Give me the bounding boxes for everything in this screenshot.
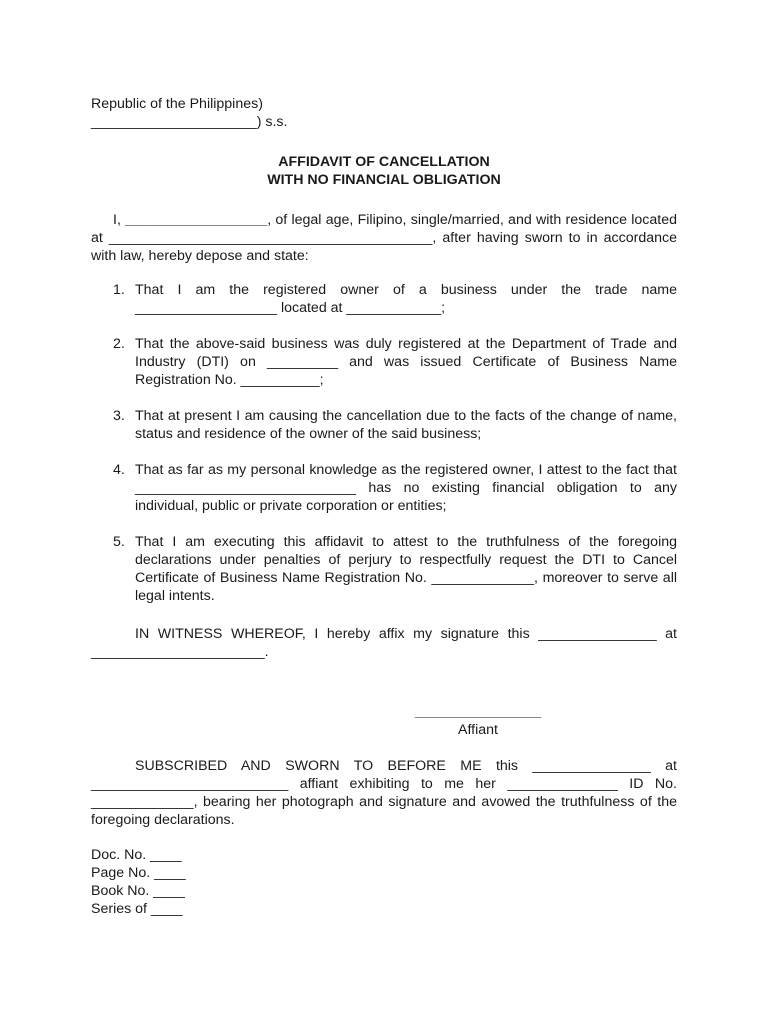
item-number: 5. [113,534,125,550]
notarial-register [91,846,677,918]
title-line-1: AFFIDAVIT OF CANCELLATION [278,154,490,170]
series-of: Series of ____ [91,901,183,917]
page-no: Page No. ____ [91,865,186,881]
document-title [91,153,677,189]
item-text: That the above-said business was duly registered at the Department of Trade and Industry (DTI) on _________ and was issued Certificate of Business Name Registration No. __________; [135,336,677,388]
opening-prefix: I, [113,212,126,228]
opening-paragraph [91,211,677,265]
venue-block [91,95,677,131]
opening-text: , of legal age, Filipino, single/married, and with residence located at _________________________________________, after having sworn to in accordance with law, hereby depose and state: [91,212,678,264]
affiant-label: Affiant [458,722,498,738]
title-line-2: WITH NO FINANCIAL OBLIGATION [267,172,501,188]
list-item [91,533,677,605]
venue-ss: _____________________) s.s. [91,114,288,130]
list-item [91,461,677,515]
list-item [91,281,677,317]
witness-paragraph: IN WITNESS WHEREOF, I hereby affix my signature this _______________ at ______________________. [91,626,677,660]
item-text: That as far as my personal knowledge as the registered owner, I attest to the fact that ____________________________ has no existing financial obligation to any individual, public or private corporation or entities; [135,462,677,514]
item-number: 1. [113,282,125,298]
book-no: Book No. ____ [91,883,185,899]
subscribed-paragraph: SUBSCRIBED AND SWORN TO BEFORE ME this _______________ at _________________________ affiant exhibiting to me her ______________ ID No. _____________, bearing her photograph and signature and avowed the truthfulness of the foregoing declarations. [91,758,677,828]
item-number: 3. [113,408,125,424]
affiant-signature-block [407,703,549,739]
item-text: That I am executing this affidavit to attest to the truthfulness of the foregoing declarations under penalties of perjury to respectfully request the DTI to Cancel Certificate of Business Name Registration No. _____________, moreover to serve all legal intents. [135,534,677,604]
statement-list [91,281,677,605]
affidavit-page [91,95,677,918]
list-item [91,335,677,389]
name-blank: __________________ [125,212,268,228]
list-item [91,407,677,443]
item-number: 2. [113,336,125,352]
doc-no: Doc. No. ____ [91,847,182,863]
item-text: That I am the registered owner of a business under the trade name __________________ located at ____________; [135,282,677,316]
item-number: 4. [113,462,125,478]
signature-line: ________________ [414,704,542,720]
item-text: That at present I am causing the cancellation due to the facts of the change of name, status and residence of the owner of the said business; [135,408,677,442]
venue-republic: Republic of the Philippines) [91,96,263,112]
